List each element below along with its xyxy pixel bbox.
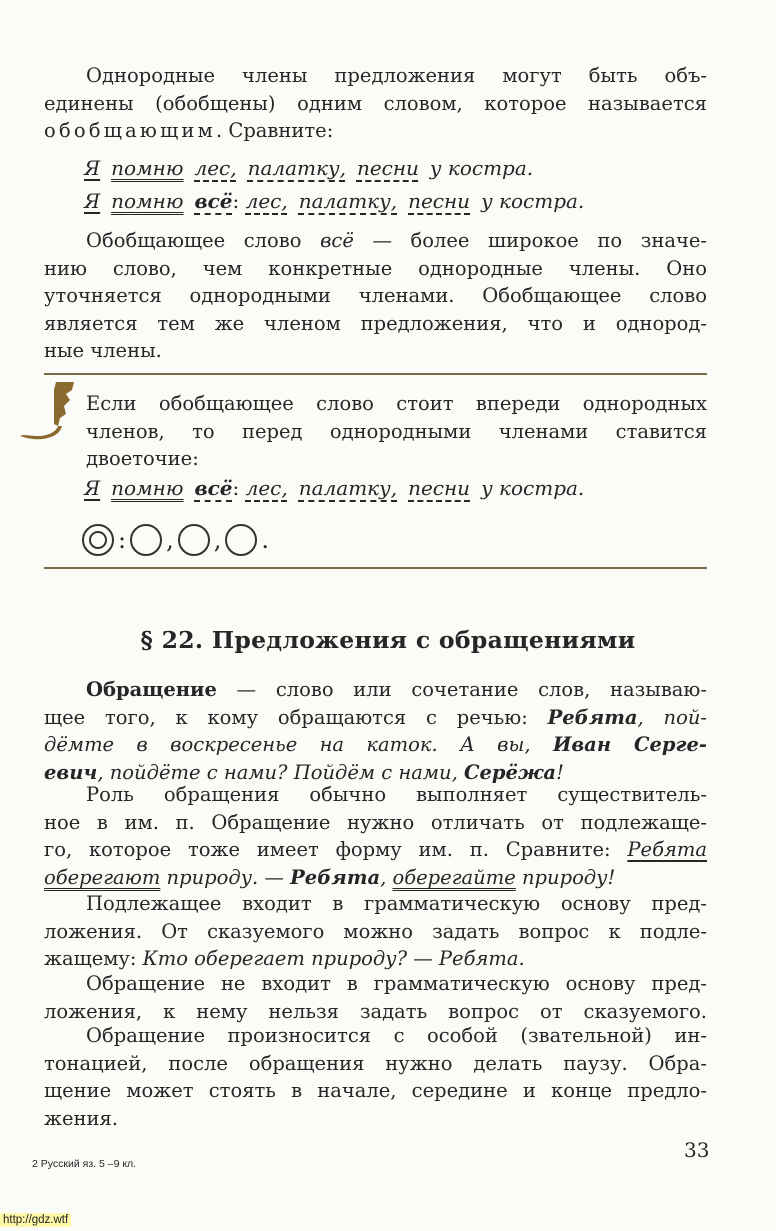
subject-word: Я [84,156,101,180]
predicate-word: помню [111,476,184,500]
predicate-word: помню [111,156,184,180]
text-line: ложения. От сказуемого можно задать вопрос к подле- [44,919,707,943]
text-line: ные члены. [44,339,162,363]
object-word: палатку, [247,156,346,180]
object-word: песни [356,156,419,180]
subject-word: Я [84,476,101,500]
object-word: палатку, [298,189,398,213]
text-line: Обобщающее слово всё — более широкое по значе- [86,229,707,252]
subject-word: Я [84,189,101,213]
text-line: оберегают природу. — Ребята, оберегайте природу! [44,865,616,889]
predicate-word: оберегайте [392,865,516,889]
footer-signature: 2 Русский яз. 5 –9 кл. [32,1158,137,1170]
text-line: обобщающим. Сравните: [44,119,334,143]
subject-paragraph [44,890,707,973]
homogeneous-member-circle [178,524,210,556]
text-line: Подлежащее входит в грамматическую основу пред- [86,892,707,915]
rule-box-top-border [44,373,707,375]
example-sentence-1: Я помню лес, палатку, песни у костра. [84,156,534,180]
predicate-word: помню [111,189,184,213]
generalizing-word: всё [194,189,233,213]
object-word: палатку, [298,476,398,500]
text-line: двоеточие: [86,447,199,471]
generalizing-word: всё [194,476,233,500]
generalizing-word-circle [82,524,114,556]
text-line: Обращение — слово или сочетание слов, называю- [86,678,707,701]
text-line: дёмте в воскресенье на каток. А вы, Иван Серге- [44,733,707,757]
text-line: Роль обращения обычно выполняет существитель- [86,783,707,806]
text-line: жащему: Кто оберегает природу? — Ребята. [44,947,525,971]
rule-text [86,390,707,473]
text-line: единены (обобщены) одним словом, которое называется [44,91,707,115]
text-line: евич, пойдёте с нами? Пойдём с нами, Серёжа! [44,760,564,784]
text-line: Обращение произносится с особой (звательной) ин- [86,1024,707,1047]
address-word: Ребята [290,865,381,889]
text-line: жения. [44,1106,118,1130]
object-word: лес, [194,156,237,180]
example-sentence-2: Я помню всё: лес, палатку, песни у костра. [84,189,585,213]
object-word: лес, [245,189,288,213]
punctuation-scheme: : , , . [82,520,269,560]
text-line: Если обобщающее слово стоит впереди однородных [86,392,707,415]
object-word: песни [408,189,471,213]
text-line: тонацией, после обращения нужно делать паузу. Обра- [44,1051,707,1075]
object-word: песни [408,476,471,500]
intro-paragraph [44,62,707,145]
text-line: уточняется однородными членами. Обобщающее слово [44,284,707,308]
explanation-paragraph [44,227,707,365]
text-line: щение может стоять в начале, середине и конце предло- [44,1079,707,1103]
predicate-word: оберегают [44,865,161,889]
homogeneous-member-circle [130,524,162,556]
quill-icon [18,380,78,442]
page-number: 33 [684,1138,710,1162]
watermark-link[interactable]: http://gdz.wtf [0,1213,71,1227]
text-line: Однородные члены предложения могут быть объ- [86,64,707,87]
text-line: нию слово, чем конкретные однородные члены. Оно [44,256,707,280]
text-line: является тем же членом предложения, что и однород- [44,311,707,335]
text-line: Обращение не входит в грамматическую основу пред- [86,972,707,995]
definition-paragraph [44,676,707,786]
intonation-paragraph [44,1022,707,1132]
address-grammar-paragraph [44,970,707,1025]
text-line: го, которое тоже имеет форму им. п. Сравните: Ребята [44,838,707,862]
text-line: ложения, к нему нельзя задать вопрос от сказуемого. [44,999,707,1023]
rule-box-bottom-border [44,567,707,569]
text-line: щее того, к кому обращаются с речью: Ребята, пой- [44,705,707,729]
object-word: лес, [245,476,288,500]
term-bold: Обращение [86,678,217,701]
comparison-paragraph [44,781,707,891]
text-line: ное в им. п. Обращение нужно отличать от подлежаще- [44,810,707,834]
subject-word: Ребята [627,838,707,862]
homogeneous-member-circle [225,524,257,556]
text-line: членов, то перед однородными членами ставится [86,419,707,443]
section-title: § 22. Предложения с обращениями [140,626,636,654]
term-spaced: обобщающим [44,119,216,143]
rule-example-sentence: Я помню всё: лес, палатку, песни у костра. [84,476,585,500]
